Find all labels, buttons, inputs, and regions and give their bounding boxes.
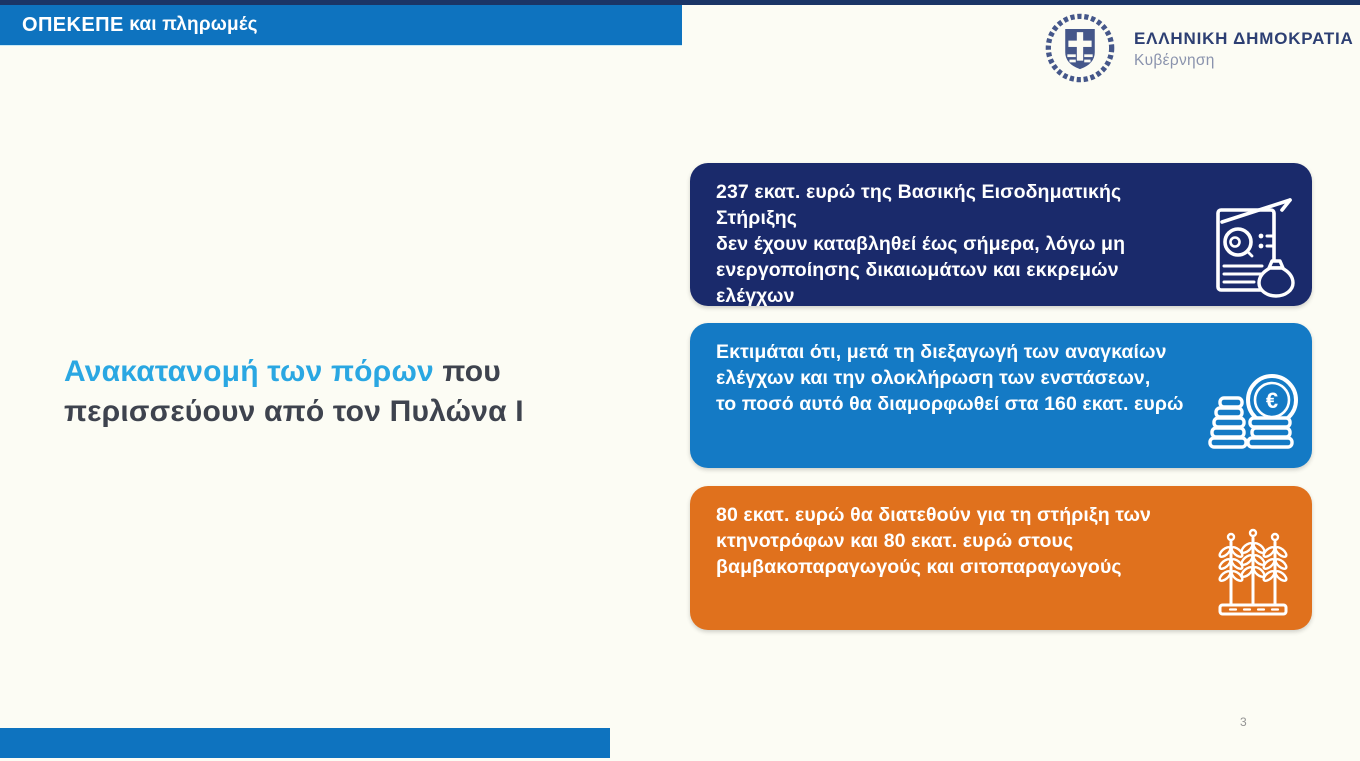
card-text-line: ενεργοποίησης δικαιωμάτων και εκκρεμών ελέγχων xyxy=(716,259,1119,307)
government-subtitle: Κυβέρνηση xyxy=(1134,51,1215,69)
document-audit-moneybag-icon xyxy=(1206,194,1298,298)
card-text-line: κτηνοτρόφων και 80 εκατ. ευρώ στους xyxy=(716,530,1074,552)
government-logo-text xyxy=(1134,29,1354,70)
card-text-line: Εκτιμάται ότι, μετά τη διεξαγωγή των αναγκαίων xyxy=(716,341,1167,363)
government-logo xyxy=(1042,10,1354,86)
government-name: ΕΛΛΗΝΙΚΗ ΔΗΜΟΚΡΑΤΙΑ xyxy=(1134,28,1354,48)
slide-title-line2: περισσεύουν από τον Πυλώνα I xyxy=(64,395,524,428)
card-text-line: 80 εκατ. ευρώ θα διατεθούν για τη στήριξη των xyxy=(716,504,1151,526)
info-card-pending-payments xyxy=(690,163,1312,306)
card-text-line: ελέγχων και την ολοκλήρωση των ενστάσεων, xyxy=(716,367,1151,389)
footer-accent-bar xyxy=(0,728,610,758)
slide-title-rest: που xyxy=(433,355,501,388)
header-title-product: ΟΠΕΚΕΠΕ xyxy=(22,13,124,36)
slide-title xyxy=(64,352,604,432)
card-text-line: βαμβακοπαραγωγούς και σιτοπαραγωγούς xyxy=(716,556,1122,578)
wheat-icon xyxy=(1216,528,1290,618)
svg-text:€: € xyxy=(1265,388,1279,413)
card-text-line: το ποσό αυτό θα διαμορφωθεί στα 160 εκατ. ευρώ xyxy=(716,393,1184,415)
info-card-livestock-cotton xyxy=(690,486,1312,630)
card-text-line: δεν έχουν καταβληθεί έως σήμερα, λόγω μη xyxy=(716,233,1126,255)
card-text-line: 237 εκατ. ευρώ της Βασικής Εισοδηματικής Στήριξης xyxy=(716,181,1122,229)
header-bar xyxy=(0,5,682,45)
euro-coins-icon xyxy=(1206,372,1302,462)
page-number: 3 xyxy=(1240,715,1247,729)
slide-title-highlight: Ανακατανομή των πόρων xyxy=(64,355,434,388)
header-title-subtitle: και πληρωμές xyxy=(123,14,258,35)
hellenic-republic-emblem-icon xyxy=(1042,10,1118,86)
info-card-estimated-amount xyxy=(690,323,1312,468)
